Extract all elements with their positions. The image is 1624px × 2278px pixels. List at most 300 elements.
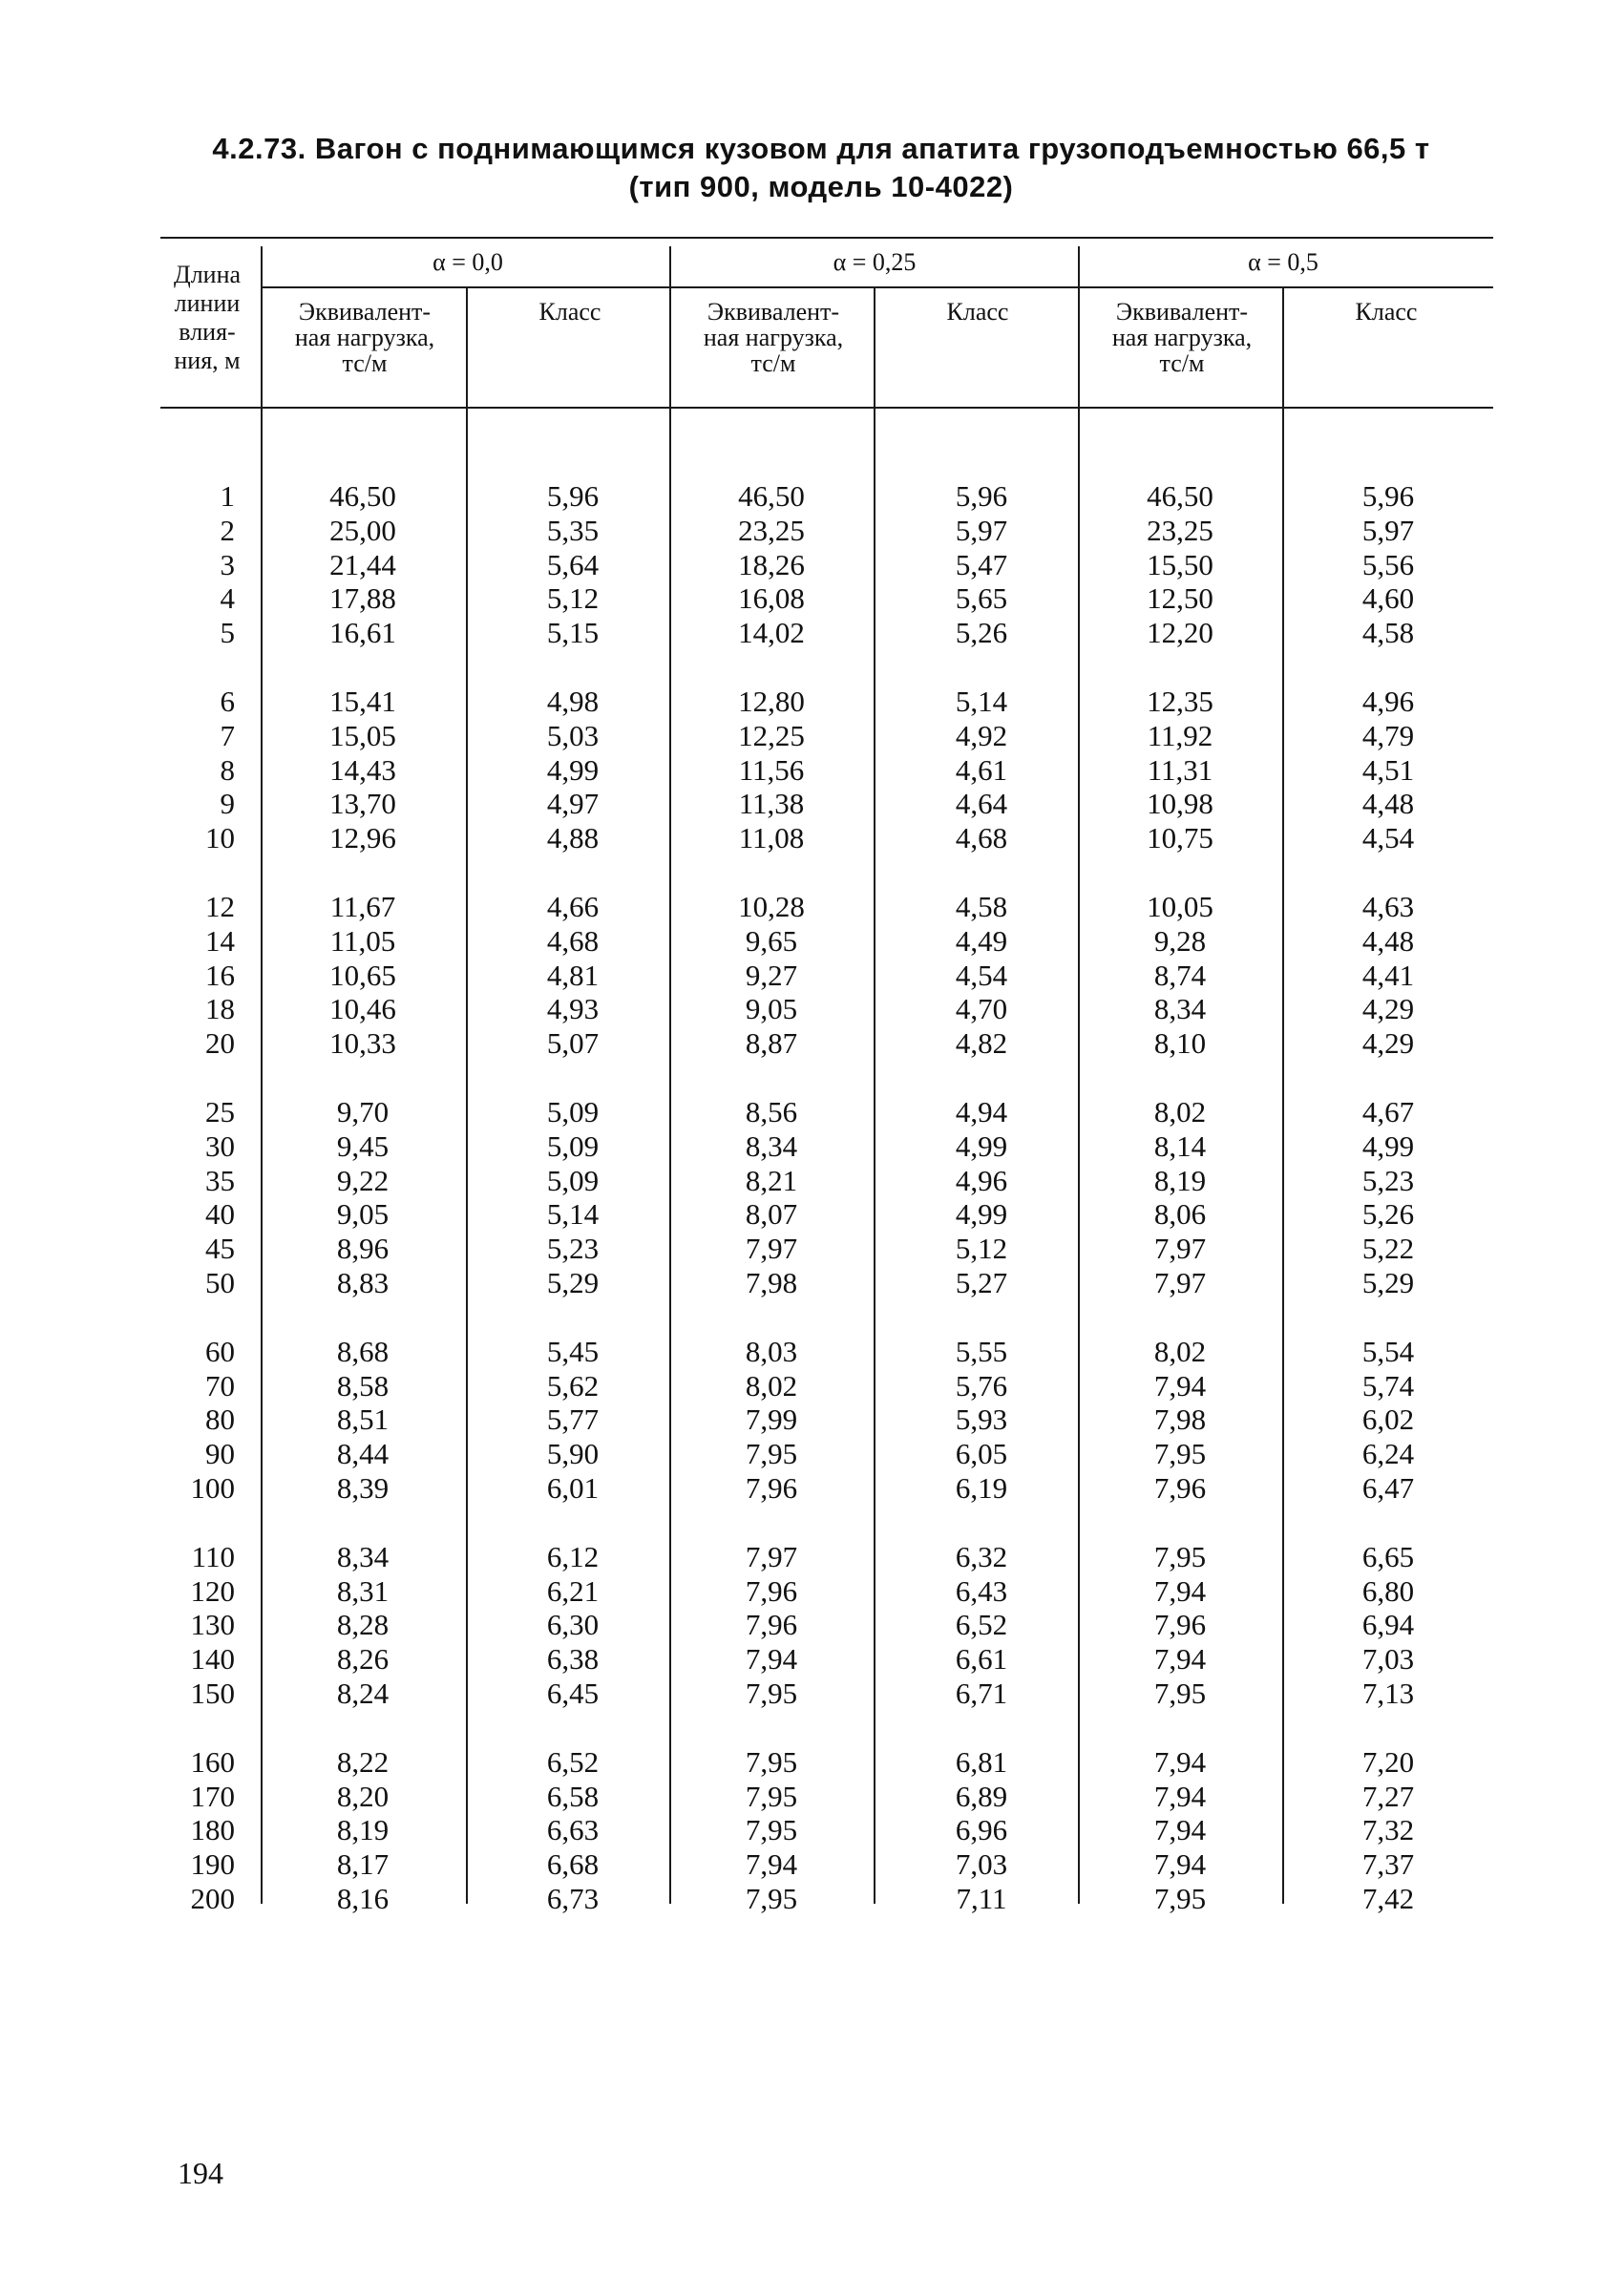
load-a0-cell: 16,61 <box>329 616 396 650</box>
load-a025-cell: 7,96 <box>745 1573 798 1608</box>
class-a05-cell: 4,99 <box>1361 1128 1415 1163</box>
table-subtitle: (тип 900, модель 10-4022) <box>628 170 1014 203</box>
class-a05-cell: 5,29 <box>1361 1265 1415 1299</box>
class-a0-cell: 6,52 <box>546 1744 600 1779</box>
class-a025-cell: 4,49 <box>955 923 1008 958</box>
load-a0-cell: 8,24 <box>336 1676 390 1710</box>
length-cell: 90 <box>205 1437 235 1471</box>
load-a0-cell: 9,45 <box>336 1128 390 1163</box>
class-a0-cell: 6,68 <box>546 1847 600 1882</box>
header-line: тс/м <box>342 349 388 377</box>
class-a05-cell: 5,96 <box>1361 479 1415 513</box>
length-cell: 18 <box>205 992 235 1026</box>
class-a0-cell: 5,09 <box>546 1163 600 1197</box>
class-a05-cell: 7,13 <box>1361 1676 1415 1710</box>
load-a05-cell: 9,28 <box>1153 923 1207 958</box>
class-a05-cell: 6,02 <box>1361 1403 1415 1437</box>
class-a025-cell: 5,96 <box>955 479 1008 513</box>
load-a05-cell: 10,98 <box>1147 787 1213 821</box>
header-bottom-rule <box>160 407 1493 409</box>
table-row <box>0 1026 1624 1061</box>
class-a05-cell: 7,27 <box>1361 1779 1415 1813</box>
class-a0-cell: 6,45 <box>546 1676 600 1710</box>
class-a05-cell: 4,29 <box>1361 992 1415 1026</box>
load-a0-cell: 11,67 <box>329 889 396 923</box>
load-a0-cell: 14,43 <box>329 752 396 787</box>
table-row <box>0 1677 1624 1711</box>
load-a025-cell: 11,56 <box>738 752 805 787</box>
table-row <box>0 1129 1624 1164</box>
load-a05-cell: 12,20 <box>1147 616 1213 650</box>
class-a025-cell: 6,96 <box>955 1813 1008 1847</box>
class-a025-cell: 6,43 <box>955 1573 1008 1608</box>
class-a025-cell: 5,26 <box>955 616 1008 650</box>
class-a05-cell: 6,24 <box>1361 1437 1415 1471</box>
class-a0-cell: 5,90 <box>546 1437 600 1471</box>
load-a05-cell: 7,94 <box>1153 1368 1207 1403</box>
table-row <box>0 581 1624 616</box>
length-cell: 190 <box>190 1847 235 1882</box>
load-a05-cell: 7,96 <box>1153 1608 1207 1642</box>
load-a0-cell: 21,44 <box>329 547 396 581</box>
load-a025-cell: 14,02 <box>738 616 805 650</box>
class-a05-cell: 4,60 <box>1361 581 1415 616</box>
load-a0-cell: 8,26 <box>336 1642 390 1677</box>
table-row <box>0 1437 1624 1471</box>
header-line: Эквивалент- <box>707 298 840 326</box>
class-a05-cell: 4,67 <box>1361 1094 1415 1128</box>
table-row <box>0 1266 1624 1300</box>
table-row <box>0 479 1624 514</box>
load-a05-cell: 7,94 <box>1153 1779 1207 1813</box>
load-a05-cell: 7,94 <box>1153 1847 1207 1882</box>
class-a0-cell: 5,07 <box>546 1026 600 1061</box>
row-group <box>0 685 1624 855</box>
class-a025-cell: 4,68 <box>955 821 1008 855</box>
class-a05-cell: 4,58 <box>1361 616 1415 650</box>
load-a025-cell: 7,97 <box>745 1539 798 1573</box>
class-a05-cell: 7,20 <box>1361 1744 1415 1779</box>
load-a0-cell: 8,39 <box>336 1470 390 1505</box>
load-a05-cell: 7,94 <box>1153 1573 1207 1608</box>
class-a0-cell: 6,12 <box>546 1539 600 1573</box>
table-row <box>0 1197 1624 1232</box>
table-row <box>0 1164 1624 1198</box>
load-a05-cell: 8,14 <box>1153 1128 1207 1163</box>
load-a025-cell: 8,03 <box>745 1334 798 1368</box>
class-a025-cell: 4,99 <box>955 1197 1008 1232</box>
load-a05-cell: 8,06 <box>1153 1197 1207 1232</box>
load-a05-cell: 8,10 <box>1153 1026 1207 1061</box>
length-cell: 200 <box>190 1881 235 1915</box>
class-a05-cell: 4,48 <box>1361 923 1415 958</box>
load-a025-cell: 10,28 <box>738 889 805 923</box>
load-a05-cell: 11,31 <box>1147 752 1213 787</box>
load-a025-cell: 18,26 <box>738 547 805 581</box>
class-a05-cell: 4,96 <box>1361 684 1415 718</box>
header-line: тс/м <box>1159 349 1205 377</box>
load-a05-cell: 10,05 <box>1147 889 1213 923</box>
table-row <box>0 1608 1624 1642</box>
load-a0-cell: 10,65 <box>329 958 396 992</box>
class-a05-cell: 6,65 <box>1361 1539 1415 1573</box>
class-a025-cell: 4,58 <box>955 889 1008 923</box>
load-a025-cell: 8,87 <box>745 1026 798 1061</box>
load-a0-cell: 8,96 <box>336 1232 390 1266</box>
table-row <box>0 1232 1624 1266</box>
class-a0-cell: 5,15 <box>546 616 600 650</box>
load-a0-cell: 8,34 <box>336 1539 390 1573</box>
table-row <box>0 514 1624 548</box>
load-a05-cell: 11,92 <box>1147 718 1213 752</box>
load-a025-cell: 7,95 <box>745 1744 798 1779</box>
length-cell: 80 <box>205 1403 235 1437</box>
length-cell: 40 <box>205 1197 235 1232</box>
load-a025-cell: 7,96 <box>745 1608 798 1642</box>
class-a0-cell: 4,98 <box>546 684 600 718</box>
load-a025-cell: 16,08 <box>738 581 805 616</box>
header-line: ния, м <box>174 347 241 374</box>
class-a0-cell: 5,64 <box>546 547 600 581</box>
load-a025-cell: 12,80 <box>738 684 805 718</box>
class-a0-cell: 5,96 <box>546 479 600 513</box>
table-row <box>0 1813 1624 1847</box>
load-a0-cell: 8,19 <box>336 1813 390 1847</box>
header-line: Эквивалент- <box>1115 298 1249 326</box>
load-a05-cell: 7,95 <box>1153 1676 1207 1710</box>
class-a025-cell: 7,11 <box>956 1881 1007 1915</box>
class-a05-cell: 7,37 <box>1361 1847 1415 1882</box>
class-a025-cell: 5,47 <box>955 547 1008 581</box>
equivalent-load-header <box>263 299 467 376</box>
class-a025-cell: 6,71 <box>955 1676 1008 1710</box>
load-a025-cell: 7,95 <box>745 1813 798 1847</box>
load-a0-cell: 15,05 <box>329 718 396 752</box>
length-cell: 45 <box>205 1232 235 1266</box>
class-a0-cell: 4,68 <box>546 923 600 958</box>
load-a0-cell: 8,83 <box>336 1265 390 1299</box>
row-group <box>0 1335 1624 1506</box>
class-a0-cell: 4,81 <box>546 958 600 992</box>
class-a05-cell: 4,63 <box>1361 889 1415 923</box>
table-row <box>0 1403 1624 1437</box>
load-a025-cell: 8,07 <box>745 1197 798 1232</box>
class-a0-cell: 5,09 <box>546 1128 600 1163</box>
load-a05-cell: 7,95 <box>1153 1539 1207 1573</box>
load-a025-cell: 8,02 <box>745 1368 798 1403</box>
class-a025-cell: 6,32 <box>955 1539 1008 1573</box>
class-a0-cell: 6,38 <box>546 1642 600 1677</box>
load-a025-cell: 9,27 <box>745 958 798 992</box>
load-a05-cell: 7,94 <box>1153 1744 1207 1779</box>
class-a0-cell: 5,14 <box>546 1197 600 1232</box>
class-a025-cell: 6,89 <box>955 1779 1008 1813</box>
class-a025-cell: 4,96 <box>955 1163 1008 1197</box>
length-cell: 140 <box>190 1642 235 1677</box>
load-a05-cell: 12,50 <box>1147 581 1213 616</box>
length-cell: 8 <box>220 752 235 787</box>
class-a05-cell: 5,22 <box>1361 1232 1415 1266</box>
length-cell: 150 <box>190 1676 235 1710</box>
length-cell: 10 <box>205 821 235 855</box>
length-cell: 160 <box>190 1744 235 1779</box>
class-a025-cell: 5,97 <box>955 513 1008 547</box>
table-row <box>0 890 1624 924</box>
table-row <box>0 1540 1624 1574</box>
class-a025-cell: 5,65 <box>955 581 1008 616</box>
class-a025-cell: 5,27 <box>955 1265 1008 1299</box>
table-row <box>0 1335 1624 1369</box>
class-a025-cell: 4,54 <box>955 958 1008 992</box>
load-a0-cell: 8,58 <box>336 1368 390 1403</box>
load-a05-cell: 8,19 <box>1153 1163 1207 1197</box>
table-row <box>0 616 1624 650</box>
class-a0-cell: 4,97 <box>546 787 600 821</box>
load-a0-cell: 46,50 <box>329 479 396 513</box>
equivalent-load-header <box>1080 299 1284 376</box>
alpha-0-header: α = 0,0 <box>432 248 503 276</box>
length-cell: 60 <box>205 1334 235 1368</box>
class-a025-cell: 4,92 <box>955 718 1008 752</box>
length-cell: 70 <box>205 1368 235 1403</box>
load-a05-cell: 23,25 <box>1147 513 1213 547</box>
class-a025-cell: 5,76 <box>955 1368 1008 1403</box>
load-a025-cell: 7,95 <box>745 1881 798 1915</box>
header-line: ная нагрузка, <box>703 324 844 351</box>
table-row <box>0 1745 1624 1780</box>
length-cell: 16 <box>205 958 235 992</box>
length-cell: 180 <box>190 1813 235 1847</box>
load-a025-cell: 7,98 <box>745 1265 798 1299</box>
header-line: влия- <box>179 318 236 346</box>
load-a0-cell: 25,00 <box>329 513 396 547</box>
alpha-05-header: α = 0,5 <box>1248 248 1318 276</box>
class-a05-cell: 7,03 <box>1361 1642 1415 1677</box>
class-a025-cell: 4,61 <box>955 752 1008 787</box>
length-cell: 120 <box>190 1573 235 1608</box>
class-a05-cell: 4,51 <box>1361 752 1415 787</box>
class-a0-cell: 6,01 <box>546 1470 600 1505</box>
class-a0-cell: 6,63 <box>546 1813 600 1847</box>
load-a05-cell: 8,34 <box>1153 992 1207 1026</box>
row-group <box>0 1540 1624 1711</box>
header-line: линии <box>174 289 241 317</box>
class-a05-cell: 7,42 <box>1361 1881 1415 1915</box>
load-a0-cell: 10,33 <box>329 1026 396 1061</box>
class-a025-cell: 4,82 <box>955 1026 1008 1061</box>
class-a05-cell: 7,32 <box>1361 1813 1415 1847</box>
table-row <box>0 548 1624 582</box>
load-a0-cell: 8,44 <box>336 1437 390 1471</box>
table-top-rule <box>160 237 1493 239</box>
load-a05-cell: 8,02 <box>1153 1334 1207 1368</box>
class-a0-cell: 6,30 <box>546 1608 600 1642</box>
length-cell: 12 <box>205 889 235 923</box>
length-cell: 170 <box>190 1779 235 1813</box>
table-row <box>0 1471 1624 1506</box>
load-a025-cell: 23,25 <box>738 513 805 547</box>
class-a025-cell: 5,55 <box>955 1334 1008 1368</box>
class-a0-cell: 4,66 <box>546 889 600 923</box>
table-row <box>0 787 1624 821</box>
class-header: Класс <box>1355 298 1418 326</box>
table-row <box>0 992 1624 1026</box>
table-row <box>0 685 1624 719</box>
class-a0-cell: 5,03 <box>546 718 600 752</box>
class-a025-cell: 6,52 <box>955 1608 1008 1642</box>
class-header: Класс <box>538 298 601 326</box>
load-a05-cell: 7,95 <box>1153 1437 1207 1471</box>
equivalent-load-header <box>671 299 875 376</box>
class-a025-cell: 4,99 <box>955 1128 1008 1163</box>
load-a0-cell: 11,05 <box>329 923 396 958</box>
class-a025-cell: 5,12 <box>955 1232 1008 1266</box>
table-title: 4.2.73. Вагон с поднимающимся кузовом для апатита грузоподъемностью 66,5 т <box>212 132 1430 165</box>
load-a0-cell: 8,22 <box>336 1744 390 1779</box>
load-a0-cell: 9,05 <box>336 1197 390 1232</box>
row-group <box>0 1095 1624 1300</box>
table-row <box>0 719 1624 753</box>
load-a0-cell: 9,70 <box>336 1094 390 1128</box>
load-a025-cell: 7,99 <box>745 1403 798 1437</box>
table-row <box>0 1574 1624 1609</box>
class-a05-cell: 4,79 <box>1361 718 1415 752</box>
length-cell: 7 <box>220 718 235 752</box>
table-row <box>0 924 1624 959</box>
class-a0-cell: 6,21 <box>546 1573 600 1608</box>
load-a05-cell: 7,94 <box>1153 1642 1207 1677</box>
header-line: тс/м <box>750 349 796 377</box>
class-a05-cell: 5,54 <box>1361 1334 1415 1368</box>
load-a0-cell: 8,17 <box>336 1847 390 1882</box>
table-row <box>0 753 1624 788</box>
class-a0-cell: 4,99 <box>546 752 600 787</box>
load-a05-cell: 8,74 <box>1153 958 1207 992</box>
length-cell: 1 <box>220 479 235 513</box>
length-cell: 14 <box>205 923 235 958</box>
row-group <box>0 890 1624 1061</box>
class-a025-cell: 6,05 <box>955 1437 1008 1471</box>
class-a05-cell: 5,74 <box>1361 1368 1415 1403</box>
class-a05-cell: 4,48 <box>1361 787 1415 821</box>
load-a025-cell: 9,65 <box>745 923 798 958</box>
length-cell: 3 <box>220 547 235 581</box>
page-number: 194 <box>178 2156 223 2190</box>
class-a025-cell: 7,03 <box>955 1847 1008 1882</box>
load-a025-cell: 8,34 <box>745 1128 798 1163</box>
length-cell: 9 <box>220 787 235 821</box>
length-cell: 110 <box>191 1539 235 1573</box>
class-a0-cell: 5,29 <box>546 1265 600 1299</box>
class-a025-cell: 5,93 <box>955 1403 1008 1437</box>
class-a05-cell: 4,29 <box>1361 1026 1415 1061</box>
length-cell: 2 <box>220 513 235 547</box>
load-a05-cell: 7,94 <box>1153 1813 1207 1847</box>
load-a0-cell: 12,96 <box>329 821 396 855</box>
length-cell: 4 <box>220 581 235 616</box>
class-a05-cell: 5,23 <box>1361 1163 1415 1197</box>
load-a025-cell: 7,95 <box>745 1437 798 1471</box>
load-a05-cell: 10,75 <box>1147 821 1213 855</box>
header-group-rule <box>262 286 1493 288</box>
load-a05-cell: 7,95 <box>1153 1881 1207 1915</box>
class-a05-cell: 5,97 <box>1361 513 1415 547</box>
class-a05-cell: 5,26 <box>1361 1197 1415 1232</box>
class-a05-cell: 6,47 <box>1361 1470 1415 1505</box>
table-row <box>0 1882 1624 1916</box>
load-a025-cell: 12,25 <box>738 718 805 752</box>
table-body <box>0 479 1624 1951</box>
load-a05-cell: 8,02 <box>1153 1094 1207 1128</box>
class-a0-cell: 4,93 <box>546 992 600 1026</box>
load-a025-cell: 8,21 <box>745 1163 798 1197</box>
load-a025-cell: 9,05 <box>745 992 798 1026</box>
class-a025-cell: 5,14 <box>955 684 1008 718</box>
table-row <box>0 959 1624 993</box>
table-row <box>0 821 1624 855</box>
load-a025-cell: 7,95 <box>745 1676 798 1710</box>
table-row <box>0 1095 1624 1129</box>
load-a05-cell: 15,50 <box>1147 547 1213 581</box>
load-a05-cell: 7,97 <box>1153 1265 1207 1299</box>
length-cell: 35 <box>205 1163 235 1197</box>
class-a0-cell: 5,77 <box>546 1403 600 1437</box>
length-cell: 5 <box>220 616 235 650</box>
class-a0-cell: 6,58 <box>546 1779 600 1813</box>
class-header: Класс <box>946 298 1009 326</box>
class-a025-cell: 4,94 <box>955 1094 1008 1128</box>
class-a025-cell: 6,81 <box>955 1744 1008 1779</box>
length-cell: 25 <box>205 1094 235 1128</box>
load-a025-cell: 7,96 <box>745 1470 798 1505</box>
load-a025-cell: 8,56 <box>745 1094 798 1128</box>
class-a0-cell: 4,88 <box>546 821 600 855</box>
length-cell: 130 <box>190 1608 235 1642</box>
class-a0-cell: 6,73 <box>546 1881 600 1915</box>
load-a025-cell: 11,38 <box>738 787 805 821</box>
class-a0-cell: 5,09 <box>546 1094 600 1128</box>
table-row <box>0 1847 1624 1882</box>
header-line: ная нагрузка, <box>294 324 435 351</box>
load-a05-cell: 46,50 <box>1147 479 1213 513</box>
load-a0-cell: 8,20 <box>336 1779 390 1813</box>
load-a025-cell: 7,97 <box>745 1232 798 1266</box>
header-line: Эквивалент- <box>298 298 432 326</box>
length-cell: 20 <box>205 1026 235 1061</box>
load-a0-cell: 8,51 <box>336 1403 390 1437</box>
class-a025-cell: 4,64 <box>955 787 1008 821</box>
load-a05-cell: 7,96 <box>1153 1470 1207 1505</box>
load-a025-cell: 7,94 <box>745 1847 798 1882</box>
load-a0-cell: 15,41 <box>329 684 396 718</box>
load-a0-cell: 13,70 <box>329 787 396 821</box>
load-a05-cell: 7,97 <box>1153 1232 1207 1266</box>
length-cell: 50 <box>205 1265 235 1299</box>
row-group <box>0 1745 1624 1916</box>
load-a05-cell: 12,35 <box>1147 684 1213 718</box>
class-a0-cell: 5,12 <box>546 581 600 616</box>
load-a025-cell: 7,94 <box>745 1642 798 1677</box>
class-a0-cell: 5,23 <box>546 1232 600 1266</box>
table-row <box>0 1780 1624 1814</box>
header-line: ная нагрузка, <box>1111 324 1253 351</box>
class-a0-cell: 5,62 <box>546 1368 600 1403</box>
class-a05-cell: 5,56 <box>1361 547 1415 581</box>
table-row <box>0 1642 1624 1677</box>
class-a0-cell: 5,45 <box>546 1334 600 1368</box>
table-row <box>0 1369 1624 1403</box>
load-a0-cell: 8,28 <box>336 1608 390 1642</box>
